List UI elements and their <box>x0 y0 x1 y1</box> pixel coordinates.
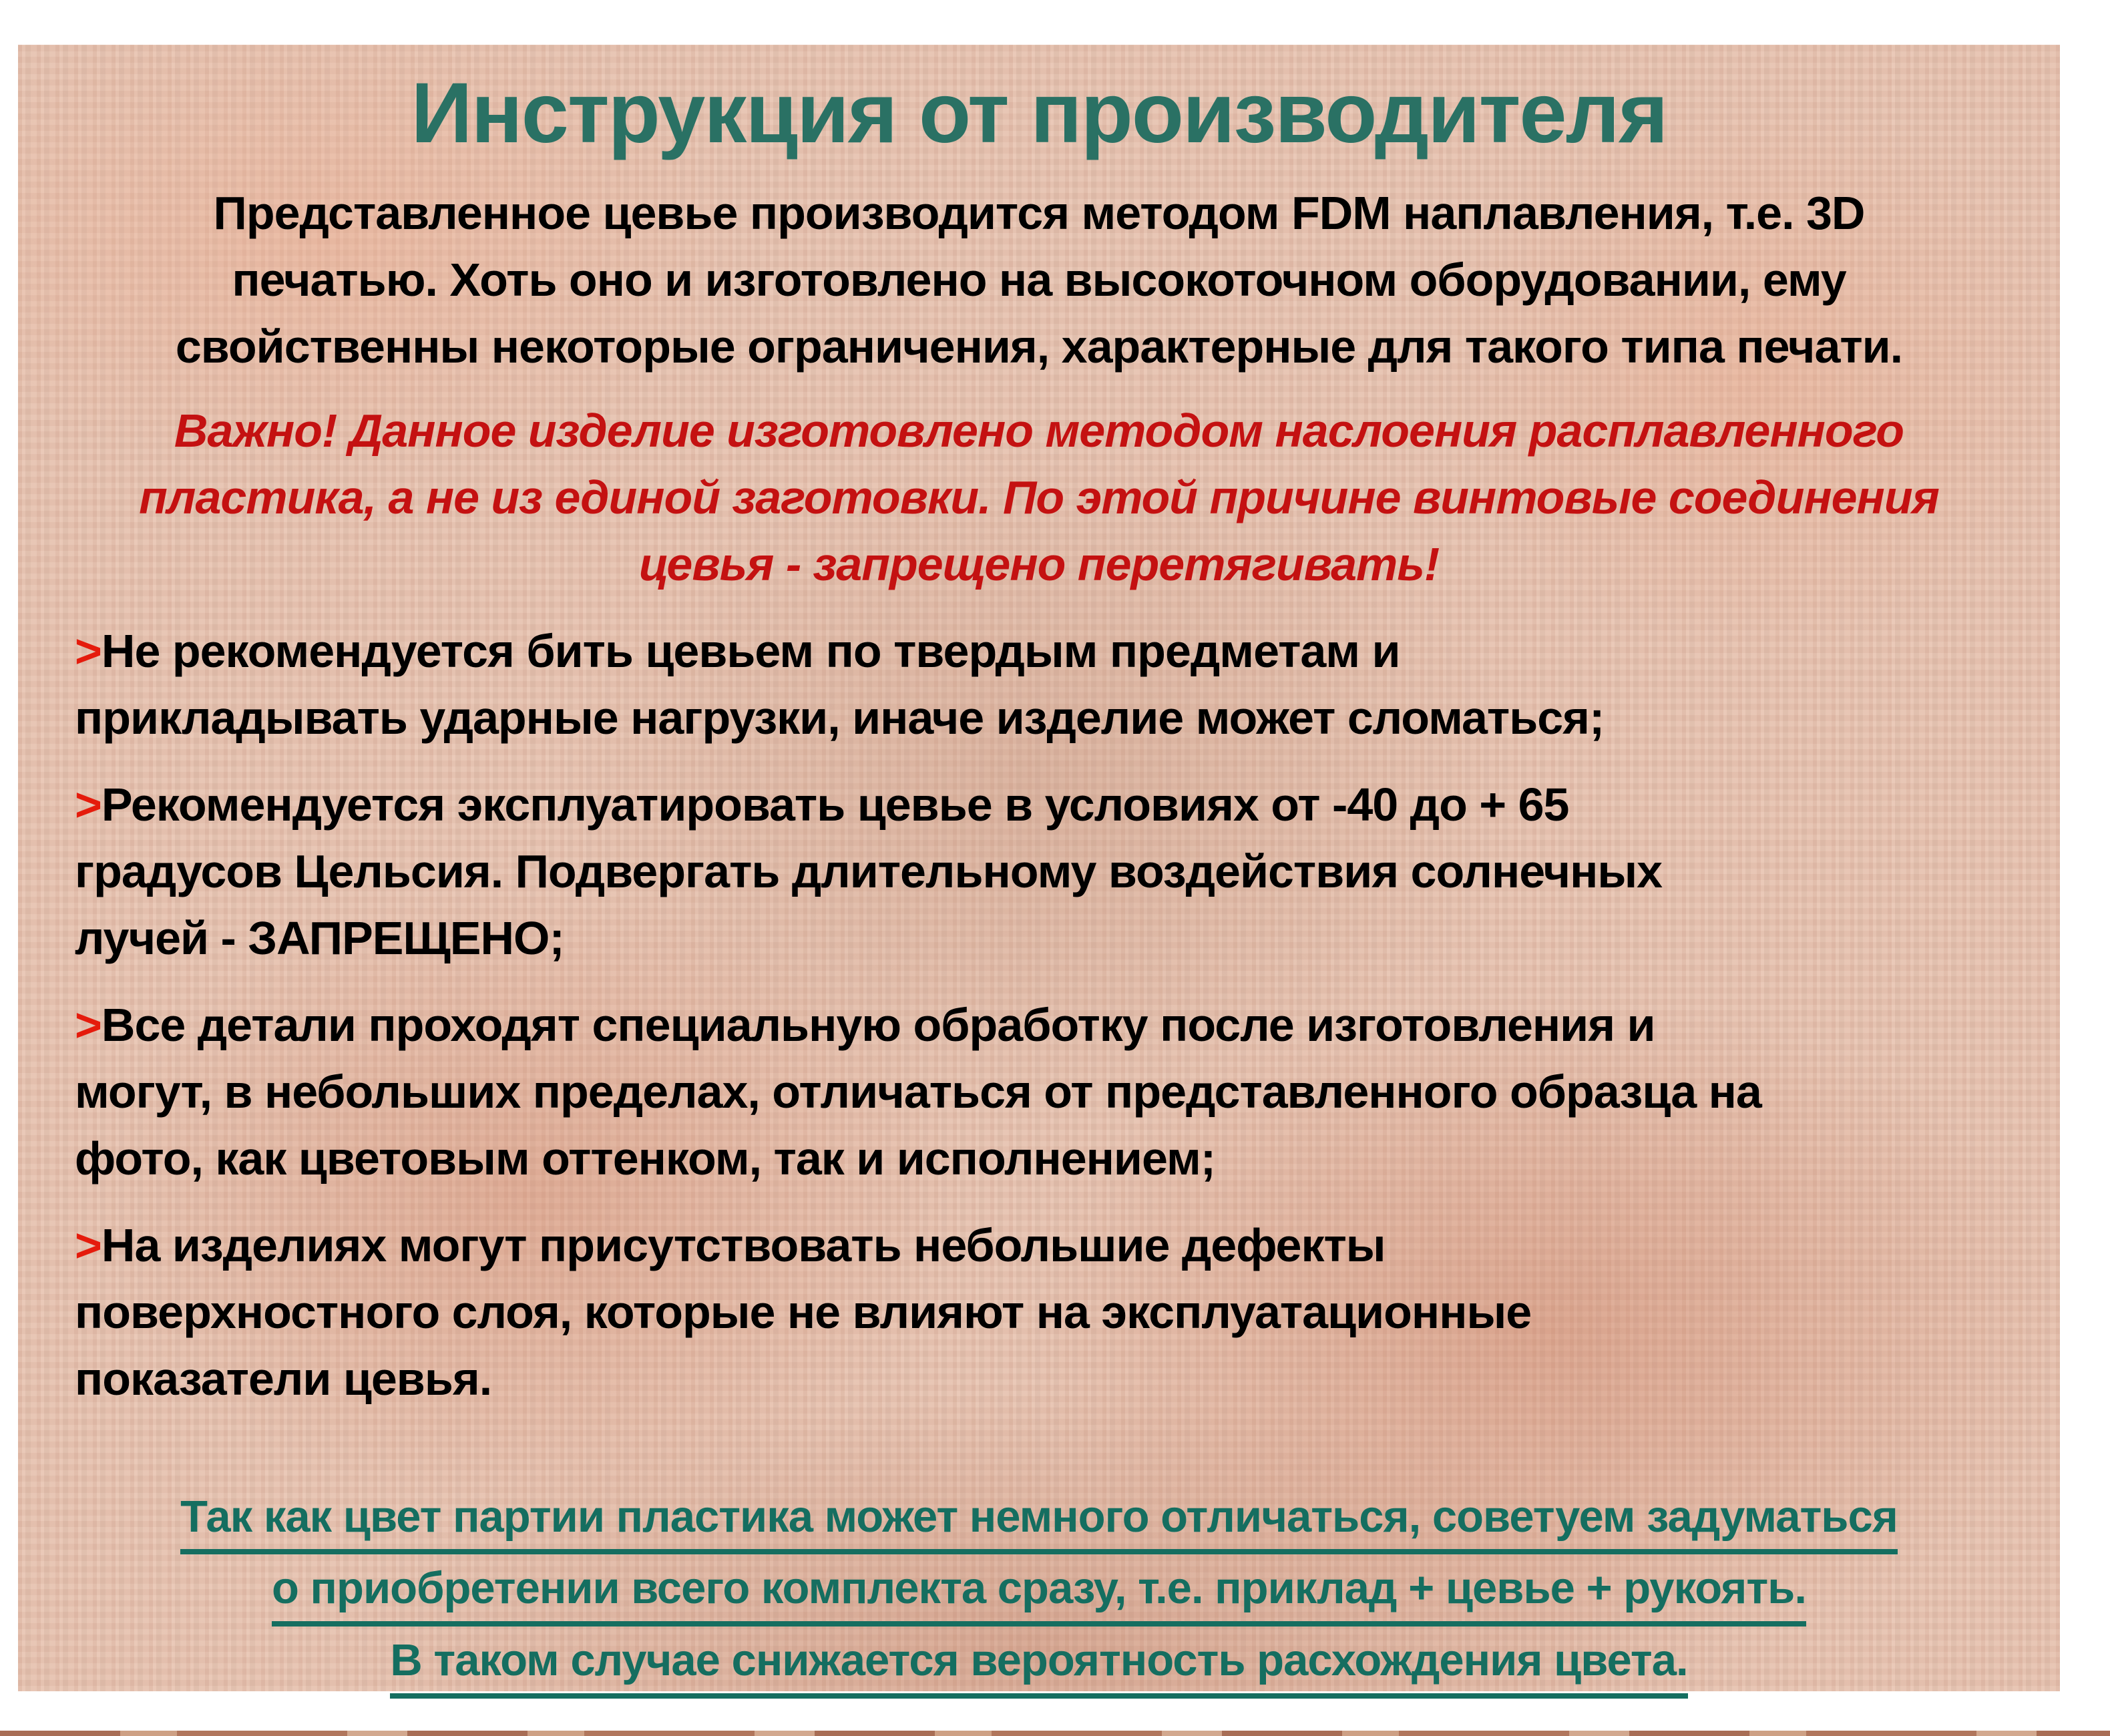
page-title: Инструкция от производителя <box>411 65 1667 161</box>
bullet-3-line-1 <box>75 992 2003 1058</box>
bullet-1-text: Не рекомендуется бить цевьем по твердым предметам и <box>101 624 1400 677</box>
bullet-4-text: На изделиях могут присутствовать небольшие дефекты <box>101 1219 1386 1271</box>
footer-line-2: о приобретении всего комплекта сразу, т.е. приклад + цевье + рукоять. <box>272 1560 1806 1626</box>
bullet-2-marker: > <box>75 778 101 831</box>
footer-line-1-wrap <box>75 1489 2003 1555</box>
intro-line-1: Представленное цевье производится методом FDM наплавления, т.е. 3D <box>213 186 1865 239</box>
important-line-3: цевья - запрещено перетягивать! <box>638 537 1440 590</box>
bullet-3-line-2: могут, в небольших пределах, отличаться от представленного образца на <box>75 1065 1761 1118</box>
bottom-texture-strip <box>0 1731 2110 1736</box>
footer-line-1: Так как цвет партии пластика может немного отличаться, советуем задуматься <box>180 1489 1898 1555</box>
footer-line-3-wrap <box>75 1633 2003 1699</box>
intro-line-2: печатью. Хоть оно и изготовлено на высокоточном оборудовании, ему <box>232 253 1846 306</box>
bullet-item-2 <box>75 771 2003 971</box>
bullet-3-text: Все детали проходят специальную обработку после изготовления и <box>101 998 1655 1051</box>
important-line-1: Важно! Данное изделие изготовлено методом наслоения расплавленного <box>174 404 1904 457</box>
bullet-item-3 <box>75 992 2003 1192</box>
bullet-4-line-1 <box>75 1212 2003 1279</box>
intro-paragraph <box>75 180 2003 380</box>
instruction-panel <box>18 45 2060 1691</box>
bullet-4-marker: > <box>75 1219 101 1271</box>
bullet-3-line-3: фото, как цветовым оттенком, так и исполнением; <box>75 1132 1216 1184</box>
bullet-item-1 <box>75 618 2003 751</box>
footer-line-3: В таком случае снижается вероятность расхождения цвета. <box>390 1633 1687 1699</box>
bullet-item-4 <box>75 1212 2003 1412</box>
bullet-1-marker: > <box>75 624 101 677</box>
footer-line-2-wrap <box>75 1560 2003 1626</box>
bullet-1-line-1 <box>75 618 2003 684</box>
bullet-2-line-2: градусов Цельсия. Подвергать длительному воздействия солнечных <box>75 845 1663 897</box>
footer-note <box>75 1489 2003 1699</box>
bullet-3-marker: > <box>75 998 101 1051</box>
intro-line-3: свойственны некоторые ограничения, характерные для такого типа печати. <box>175 320 1903 373</box>
bullet-2-line-3: лучей - ЗАПРЕЩЕНО; <box>75 911 564 964</box>
bullet-2-line-1 <box>75 771 2003 838</box>
bullet-1-line-2: прикладывать ударные нагрузки, иначе изделие может сломаться; <box>75 691 1605 744</box>
important-note <box>75 397 2003 598</box>
bullet-4-line-2: поверхностного слоя, которые не влияют на эксплуатационные <box>75 1285 1532 1338</box>
bullet-4-line-3: показатели цевья. <box>75 1352 492 1405</box>
important-line-2: пластика, а не из единой заготовки. По этой причине винтовые соединения <box>139 471 1939 523</box>
bullet-2-text: Рекомендуется эксплуатировать цевье в условиях от -40 до + 65 <box>101 778 1569 831</box>
